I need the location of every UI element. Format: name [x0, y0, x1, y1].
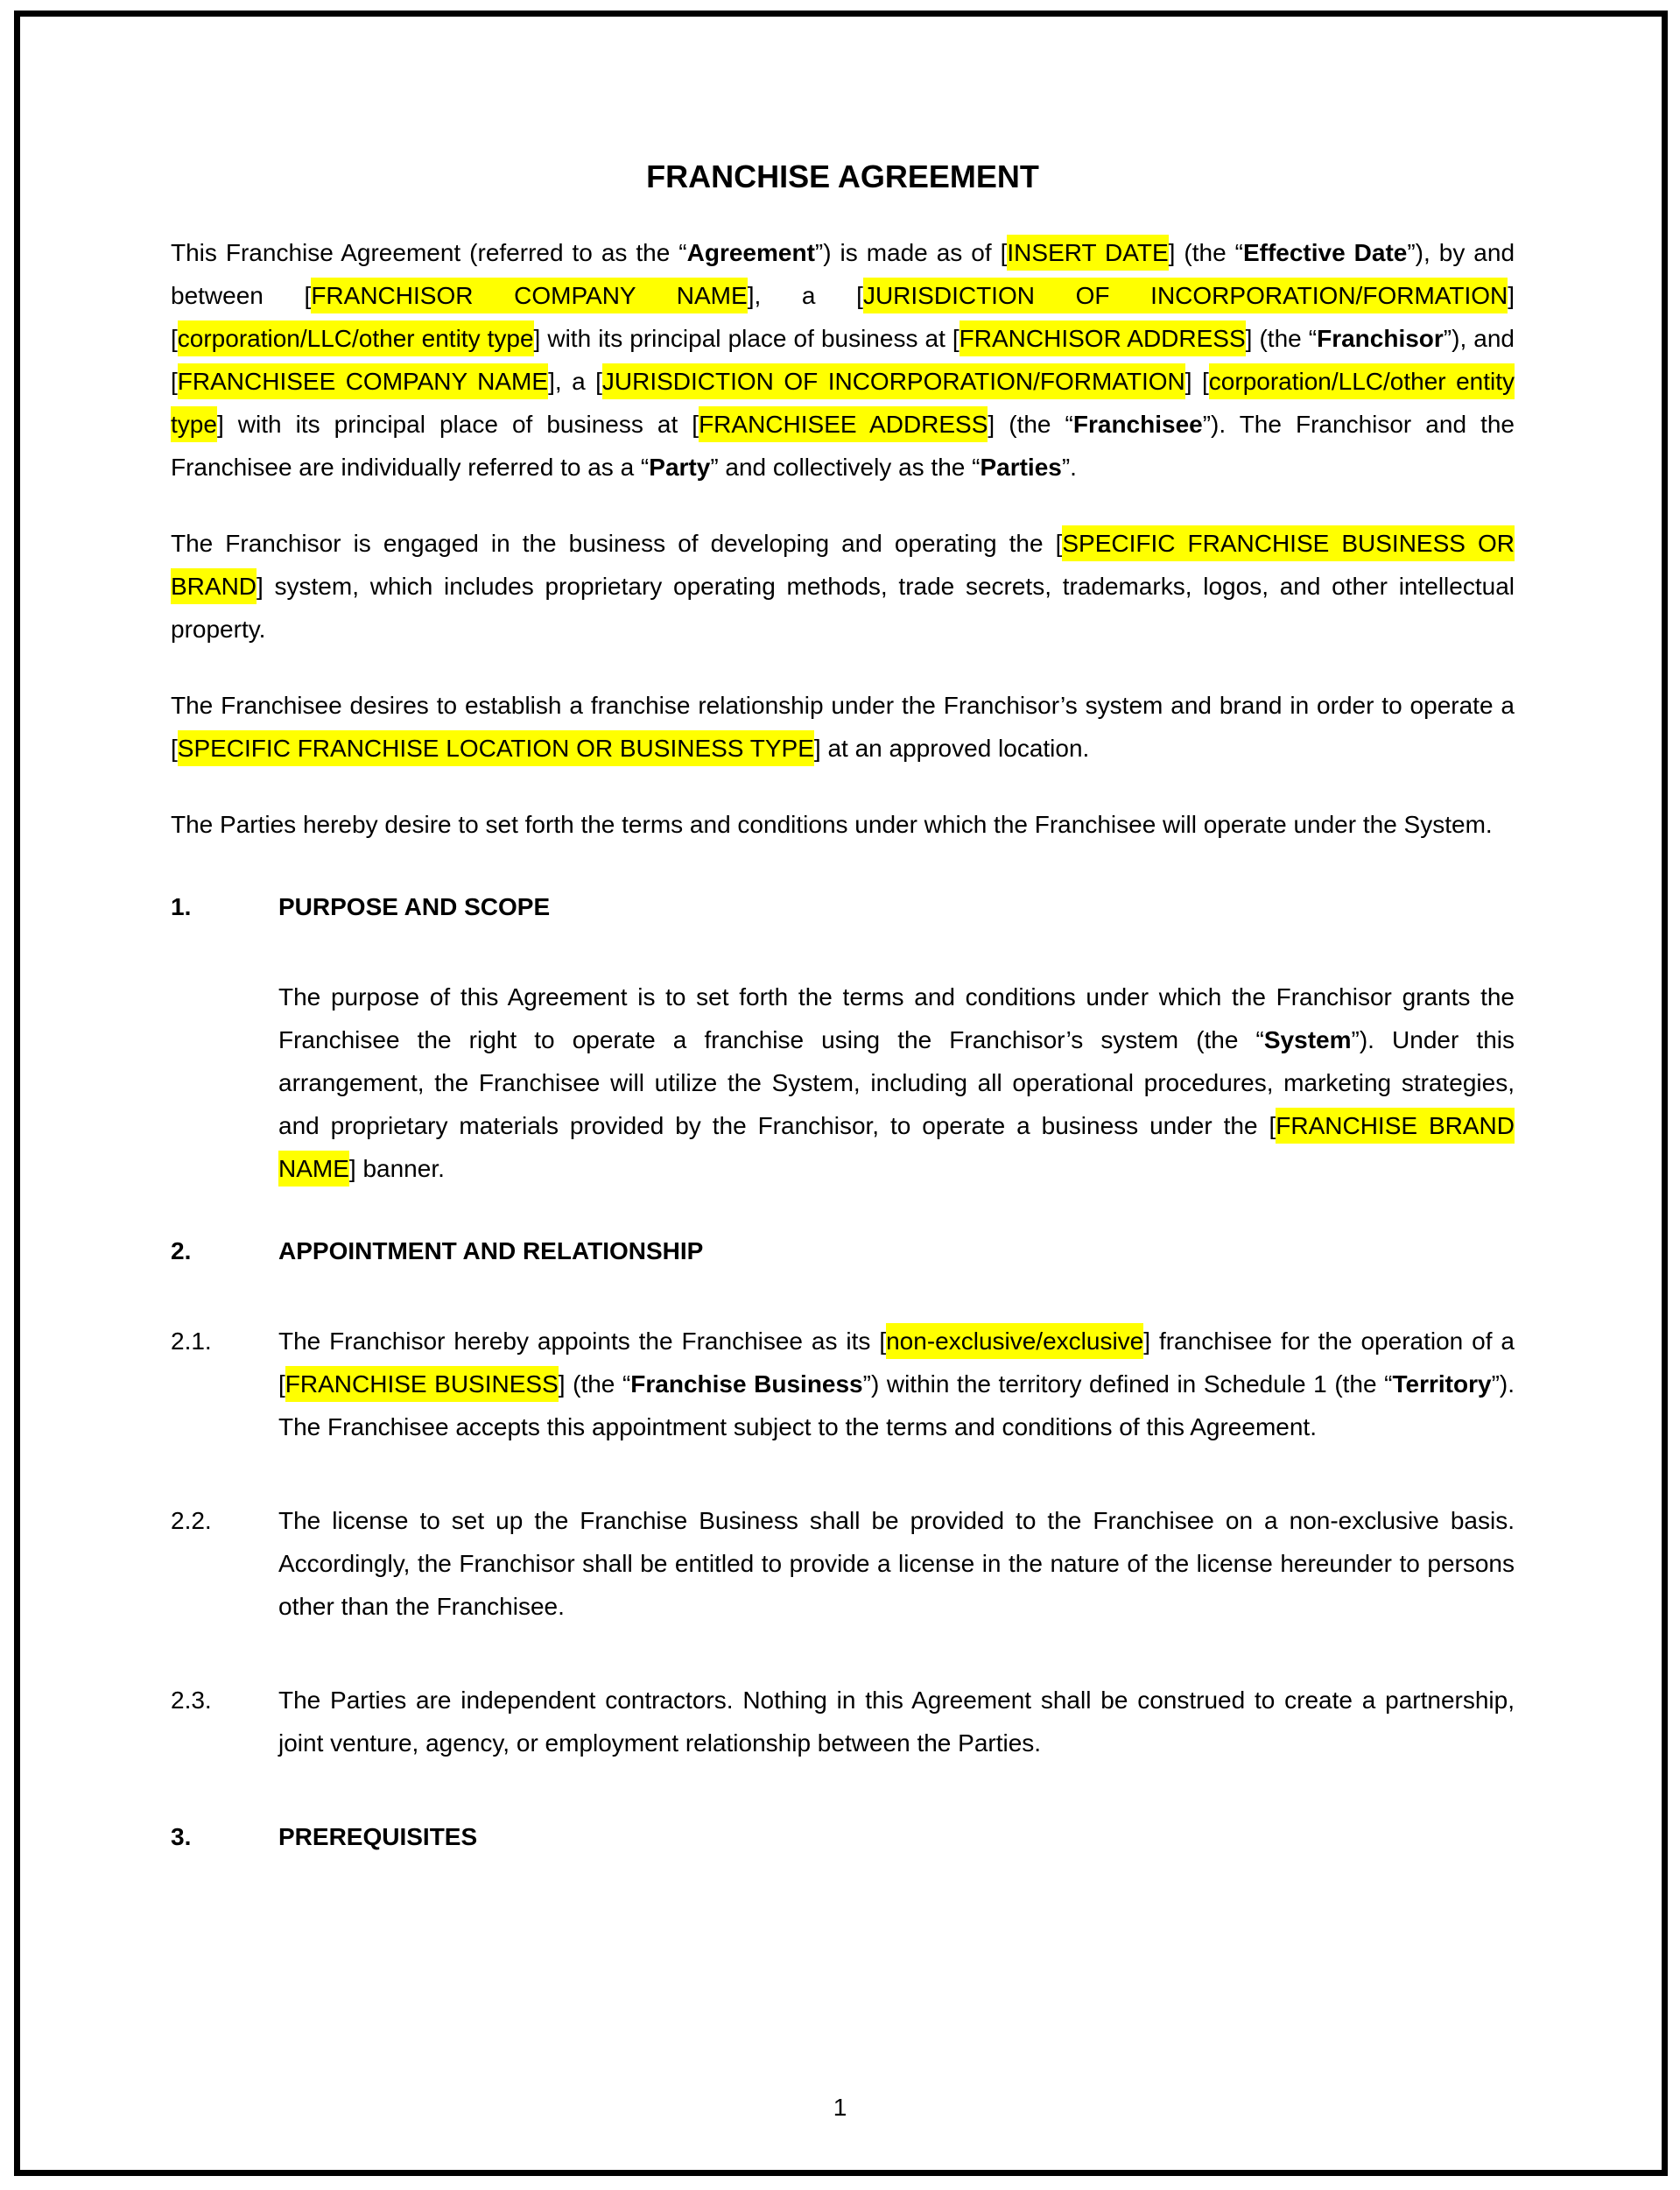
bold-term: Franchise Business — [630, 1370, 863, 1398]
paragraph — [278, 975, 1515, 1190]
section-heading — [171, 885, 1515, 928]
highlight-placeholder: SPECIFIC FRANCHISE BUSINESS OR BRAND — [171, 525, 1515, 604]
bold-term: Territory — [1392, 1370, 1492, 1398]
document-body — [171, 231, 1515, 1858]
paragraph — [171, 231, 1515, 489]
text-run: ”), and [ — [171, 325, 1515, 395]
text-run: ”). Under this arrangement, the Franchisee will utilize the System, including all operational procedures, marketing strategies, and proprietary materials provided by the Franchisor, to operate a business under the [ — [278, 1026, 1515, 1139]
numbered-clause — [171, 1679, 1515, 1764]
text-run: ”) is made as of [ — [814, 239, 1008, 266]
highlight-placeholder: SPECIFIC FRANCHISE LOCATION OR BUSINESS TYPE — [178, 730, 814, 766]
text-run: ”). The Franchisee accepts this appointment subject to the terms and conditions of this Agreement. — [278, 1370, 1515, 1440]
highlight-placeholder: JURISDICTION OF INCORPORATION/FORMATION — [602, 363, 1185, 399]
text-run: The Franchisor is engaged in the business of developing and operating the [ — [171, 530, 1063, 557]
text-run: ”) within the territory defined in Schedule 1 (the “ — [862, 1370, 1393, 1398]
paragraph — [171, 684, 1515, 770]
text-run: ] (the “ — [1168, 239, 1243, 266]
text-run: ”. — [1061, 454, 1077, 481]
text-run: ” and collectively as the “ — [710, 454, 981, 481]
numbered-clause — [171, 1499, 1515, 1628]
text-run: ] [ — [171, 282, 1515, 352]
clause-text — [278, 1679, 1515, 1764]
text-run: The Parties are independent contractors. Nothing in this Agreement shall be construed to create a partnership, joint venture, agency, or employment relationship between the Parties. — [278, 1687, 1515, 1757]
text-run: ], a [ — [548, 368, 602, 395]
highlight-placeholder: corporation/LLC/other entity type — [171, 363, 1515, 442]
text-run: ] (the “ — [988, 411, 1073, 438]
highlight-placeholder: FRANCHISEE COMPANY NAME — [178, 363, 548, 399]
paragraph — [171, 803, 1515, 846]
text-run: ] system, which includes proprietary operating methods, trade secrets, trademarks, logos, and other intellectual property. — [171, 573, 1515, 643]
text-run: ] (the “ — [558, 1370, 631, 1398]
bold-term: System — [1263, 1026, 1352, 1053]
page-number: 1 — [833, 2094, 847, 2121]
bold-term: Party — [649, 454, 711, 481]
clause-number: 2.2. — [171, 1507, 212, 1534]
numbered-clause — [171, 1320, 1515, 1448]
page-content — [171, 0, 1515, 1905]
text-run: The Parties hereby desire to set forth the terms and conditions under which the Franchisee will operate under the System. — [171, 811, 1493, 838]
bold-term: Franchisor — [1317, 325, 1444, 352]
section-title: APPOINTMENT AND RELATIONSHIP — [278, 1237, 704, 1264]
text-run: ”), by and between [ — [171, 239, 1515, 309]
text-run: ] banner. — [348, 1155, 445, 1182]
clause-number: 2.3. — [171, 1687, 212, 1714]
section-number: 3. — [171, 1823, 192, 1850]
document-title: FRANCHISE AGREEMENT — [646, 158, 1039, 194]
highlight-placeholder: FRANCHISE BUSINESS — [285, 1366, 559, 1402]
text-run: ”). The Franchisor and the Franchisee are individually referred to as a “ — [171, 411, 1515, 481]
section-title: PREREQUISITES — [278, 1823, 478, 1850]
text-run: The Franchisor hereby appoints the Franchisee as its [ — [278, 1327, 887, 1355]
paragraph — [171, 522, 1515, 651]
text-run: The license to set up the Franchise Business shall be provided to the Franchisee on a non-exclusive basis. Accordingly, the Franchisor shall be entitled to provide a license in the nature of the license hereunder to persons other than the Franchisee. — [278, 1507, 1515, 1620]
section-number: 2. — [171, 1237, 192, 1264]
bold-term: Parties — [980, 454, 1062, 481]
highlight-placeholder: FRANCHISEE ADDRESS — [699, 406, 988, 442]
text-run: ] (the “ — [1245, 325, 1318, 352]
text-run: ] franchisee for the operation of a [ — [278, 1327, 1515, 1398]
highlight-placeholder: non-exclusive/exclusive — [886, 1323, 1143, 1359]
highlight-placeholder: INSERT DATE — [1007, 235, 1168, 271]
bold-term: Franchisee — [1072, 411, 1203, 438]
highlight-placeholder: JURISDICTION OF INCORPORATION/FORMATION — [863, 278, 1508, 313]
section-number: 1. — [171, 893, 192, 920]
text-run: The purpose of this Agreement is to set forth the terms and conditions under which the Franchisor grants the Franchisee the right to operate a franchise using the Franchisor’s system (the “ — [278, 983, 1515, 1053]
clause-text — [278, 1320, 1515, 1448]
section-title: PURPOSE AND SCOPE — [278, 893, 551, 920]
text-run: ] at an approved location. — [813, 735, 1090, 762]
clause-number: 2.1. — [171, 1327, 212, 1355]
bold-term: Agreement — [686, 239, 815, 266]
highlight-placeholder: corporation/LLC/other entity type — [178, 320, 534, 356]
clause-text — [278, 1499, 1515, 1628]
bold-term: Effective Date — [1242, 239, 1408, 266]
section-heading — [171, 1229, 1515, 1272]
highlight-placeholder: FRANCHISE BRAND NAME — [278, 1108, 1515, 1187]
highlight-placeholder: FRANCHISOR COMPANY NAME — [311, 278, 747, 313]
highlight-placeholder: FRANCHISOR ADDRESS — [959, 320, 1246, 356]
section-heading — [171, 1815, 1515, 1858]
text-run: This Franchise Agreement (referred to as the “ — [171, 239, 687, 266]
text-run: ] with its principal place of business at [ — [533, 325, 959, 352]
text-run: The Franchisee desires to establish a franchise relationship under the Franchisor’s system and brand in order to operate a [ — [171, 692, 1515, 762]
text-run: ] [ — [1184, 368, 1209, 395]
text-run: ] with its principal place of business at [ — [216, 411, 699, 438]
text-run: ], a [ — [747, 282, 863, 309]
